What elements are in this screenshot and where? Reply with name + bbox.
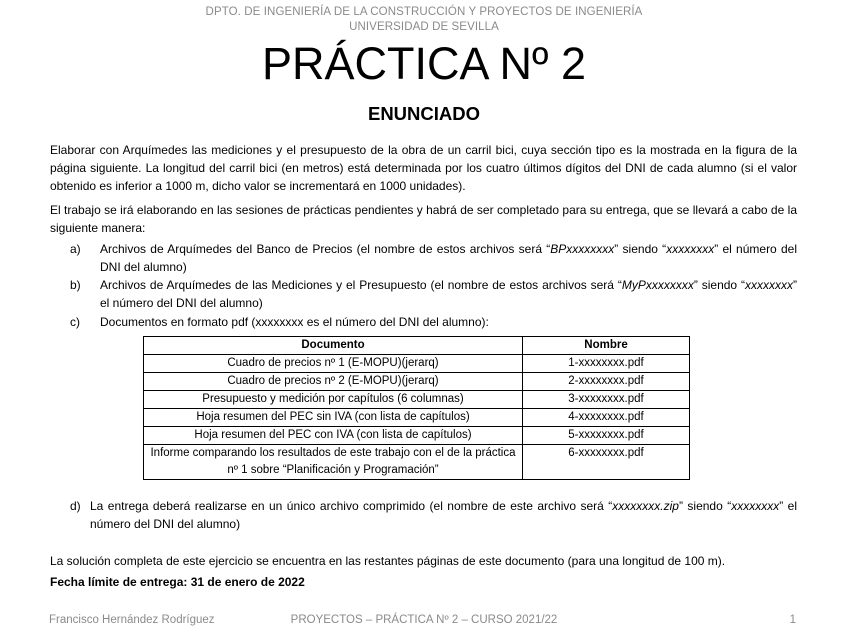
table-row (144, 391, 690, 409)
list-item-a-text-2: ” siendo “ (614, 242, 667, 256)
list-item-a-text-1: Archivos de Arquímedes del Banco de Precios (el nombre de estos archivos será “ (100, 242, 551, 256)
list-item-d-text-1: La entrega deberá realizarse en un único archivo comprimido (el nombre de este archivo será “ (90, 499, 613, 513)
table-cell-document: Hoja resumen del PEC con IVA (con lista de capítulos) (144, 427, 523, 445)
table-cell-name: 4-xxxxxxxx.pdf (523, 409, 690, 427)
list-item-c: Documentos en formato pdf (xxxxxxxx es el número del DNI del alumno): (100, 315, 489, 329)
table-row (144, 427, 690, 445)
table-row (144, 355, 690, 373)
table-cell-document: Informe comparando los resultados de este trabajo con el de la práctica nº 1 sobre “Planificación y Programación” (144, 445, 523, 480)
list-item-a (100, 240, 797, 276)
list-item-b (100, 276, 797, 312)
column-header-name: Nombre (523, 337, 690, 355)
table-cell-name: 2-xxxxxxxx.pdf (523, 373, 690, 391)
table-row (144, 445, 690, 480)
deadline-note: Fecha límite de entrega: 31 de enero de 2022 (50, 575, 305, 589)
table-cell-document: Hoja resumen del PEC sin IVA (con lista de capítulos) (144, 409, 523, 427)
list-item-b-filename: MyPxxxxxxxx (621, 278, 694, 292)
list-item-a-filename: BPxxxxxxxx (550, 242, 615, 256)
table-cell-name: 5-xxxxxxxx.pdf (523, 427, 690, 445)
list-item-d-variable: xxxxxxxx (731, 499, 780, 513)
list-item-d (90, 497, 797, 533)
paragraph-intro: Elaborar con Arquímedes las mediciones y el presupuesto de la obra de un carril bici, cuya sección tipo es la mostrada en la figura de la página siguiente. La longitud del carril bici (en metros) está determinada por los cuatro últimos dígitos del DNI de cada alumno (si el valor obtenido es inferior a 1000 m, dicho valor se incrementará en 1000 unidades). (50, 143, 797, 193)
table-cell-name: 3-xxxxxxxx.pdf (523, 391, 690, 409)
footer-author: Francisco Hernández Rodríguez (49, 614, 215, 626)
table-row (144, 373, 690, 391)
paragraph-instructions: El trabajo se irá elaborando en las sesiones de prácticas pendientes y habrá de ser completado para su entrega, que se llevará a cabo de la siguiente manera: (50, 203, 797, 235)
list-item-b-text-3: ” el número del DNI del alumno) (100, 278, 797, 310)
list-item-b-text-2: ” siendo “ (693, 278, 745, 292)
list-item-d-filename: xxxxxxxx.zip (612, 499, 679, 513)
list-marker-d: d) (70, 499, 81, 513)
page-title: PRÁCTICA Nº 2 (261, 38, 586, 89)
list-marker-c: c) (70, 315, 80, 329)
footer-course: PROYECTOS – PRÁCTICA Nº 2 – CURSO 2021/22 (290, 614, 558, 626)
table-cell-document: Cuadro de precios nº 2 (E-MOPU)(jerarq) (144, 373, 523, 391)
list-item-b-text-1: Archivos de Arquímedes de las Mediciones y el Presupuesto (el nombre de estos archivos será “ (100, 278, 622, 292)
table-row (144, 409, 690, 427)
documents-table (143, 336, 690, 480)
list-item-b-variable: xxxxxxxx (744, 278, 793, 292)
list-item-d-text-3: ” el número del DNI del alumno) (90, 499, 797, 531)
list-marker-a: a) (70, 242, 81, 256)
header-department: DPTO. DE INGENIERÍA DE LA CONSTRUCCIÓN Y PROYECTOS DE INGENIERÍA (205, 6, 643, 18)
table-cell-document: Presupuesto y medición por capítulos (6 columnas) (144, 391, 523, 409)
closing-note: La solución completa de este ejercicio se encuentra en las restantes páginas de este documento (para una longitud de 100 m). (50, 554, 726, 568)
list-marker-b: b) (70, 278, 81, 292)
table-header-row (144, 337, 690, 355)
list-item-a-variable: xxxxxxxx (666, 242, 715, 256)
footer-page-number: 1 (789, 614, 796, 626)
table-cell-name: 6-xxxxxxxx.pdf (523, 445, 690, 480)
list-item-d-text-2: ” siendo “ (678, 499, 732, 513)
table-cell-document: Cuadro de precios nº 1 (E-MOPU)(jerarq) (144, 355, 523, 373)
header-university: UNIVERSIDAD DE SEVILLA (349, 21, 499, 33)
list-item-a-text-3: ” el número del DNI del alumno) (100, 242, 798, 274)
page-subtitle: ENUNCIADO (367, 103, 481, 124)
table-cell-name: 1-xxxxxxxx.pdf (523, 355, 690, 373)
column-header-document: Documento (144, 337, 523, 355)
